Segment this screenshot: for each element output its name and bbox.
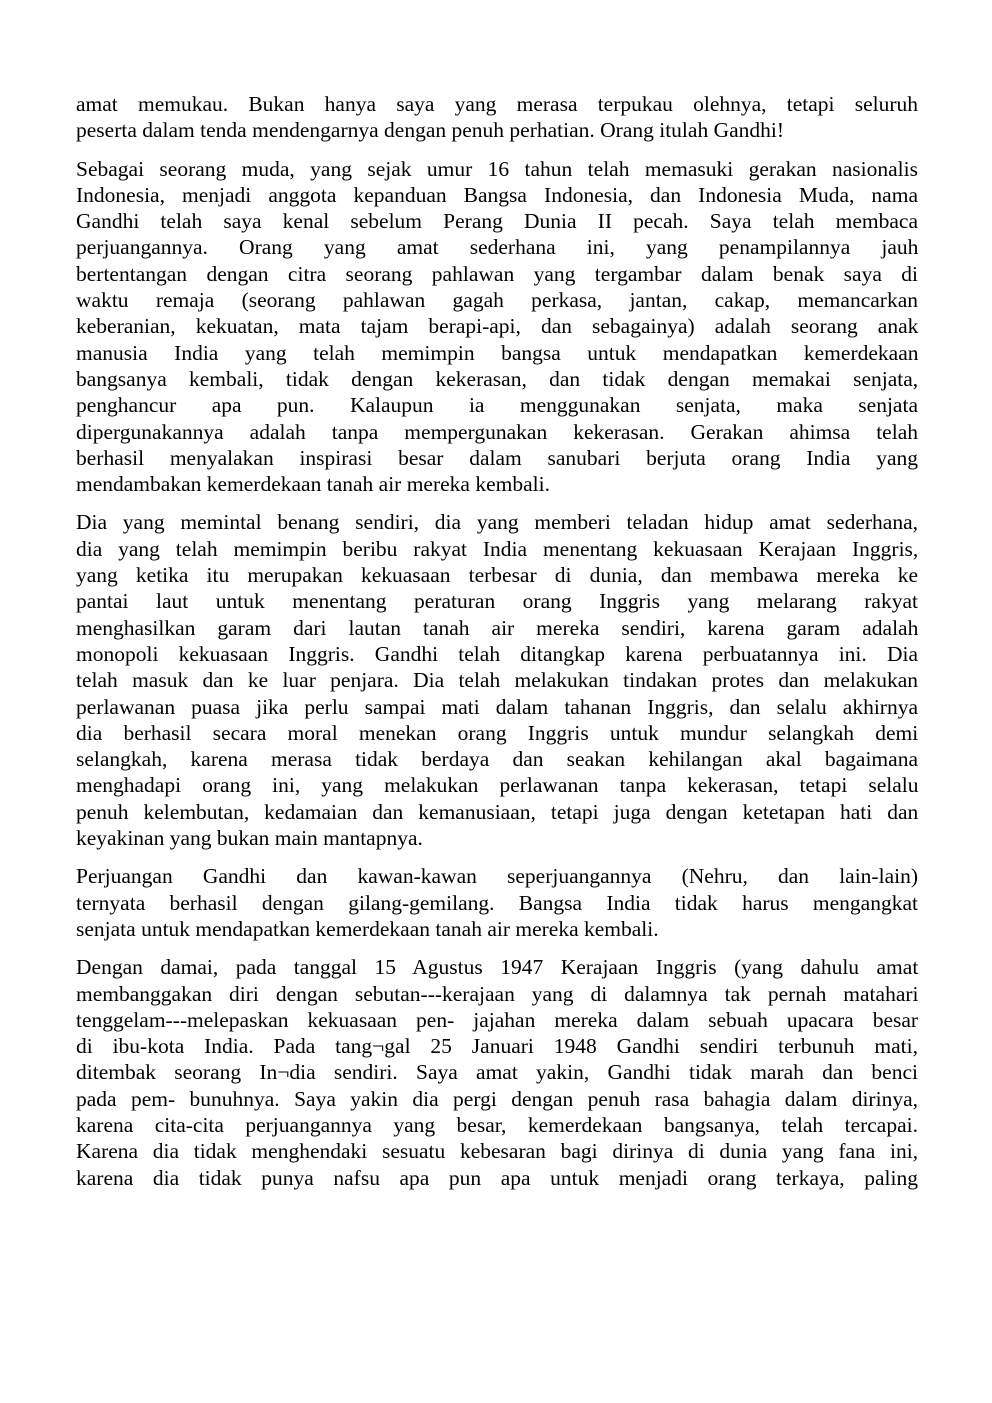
text-line: Dengan damai, pada tanggal 15 Agustus 1947 Kerajaan Inggris (yang dahulu amat [76, 955, 919, 980]
text-line: bertentangan dengan citra seorang pahlawan yang tergambar dalam benak saya di [76, 261, 918, 286]
text-line: tenggelam---melepaskan kekuasaan pen- jajahan mereka dalam sebuah upacara besar [76, 1007, 919, 1032]
text-line: monopoli kekuasaan Inggris. Gandhi telah ditangkap karena perbuatannya ini. Dia [76, 641, 918, 666]
text-line: menghasilkan garam dari lautan tanah air mereka sendiri, karena garam adalah [76, 615, 919, 640]
paragraph [76, 509, 918, 851]
text-line: Dia yang memintal benang sendiri, dia yang memberi teladan hidup amat sederhana, [76, 510, 918, 535]
text-line: di ibu-kota India. Pada tang¬gal 25 Januari 1948 Gandhi sendiri terbunuh mati, [76, 1034, 918, 1059]
text-line: keyakinan yang bukan main mantapnya. [76, 826, 423, 851]
text-line: dipergunakannya adalah tanpa mempergunakan kekerasan. Gerakan ahimsa telah [76, 419, 918, 444]
text-line: Karena dia tidak menghendaki sesuatu kebesaran bagi dirinya di dunia yang fana ini, [76, 1139, 919, 1164]
text-line: senjata untuk mendapatkan kemerdekaan tanah air mereka kembali. [76, 916, 659, 941]
text-line: pantai laut untuk menentang peraturan orang Inggris yang melarang rakyat [76, 589, 918, 614]
paragraph [76, 863, 918, 942]
text-line: karena cita-cita perjuangannya yang besar, kemerdekaan bangsanya, telah tercapai. [76, 1112, 918, 1137]
text-line: penuh kelembutan, kedamaian dan kemanusiaan, tetapi juga dengan ketetapan hati dan [76, 799, 919, 824]
text-line: perlawanan puasa jika perlu sampai mati dalam tahanan Inggris, dan selalu akhirnya [76, 694, 918, 719]
text-line: mendambakan kemerdekaan tanah air mereka kembali. [76, 472, 550, 497]
text-line: yang ketika itu merupakan kekuasaan terbesar di dunia, dan membawa mereka ke [76, 563, 919, 588]
text-line: ditembak seorang In¬dia sendiri. Saya amat yakin, Gandhi tidak marah dan benci [76, 1060, 918, 1085]
text-line: Gandhi telah saya kenal sebelum Perang Dunia II pecah. Saya telah membaca [76, 209, 918, 234]
text-line: menghadapi orang ini, yang melakukan perlawanan tanpa kekerasan, tetapi selalu [76, 773, 919, 798]
text-line: dia yang telah memimpin beribu rakyat India menentang kekuasaan Kerajaan Inggris, [76, 536, 919, 561]
text-line: membanggakan diri dengan sebutan---kerajaan yang di dalamnya tak pernah matahari [76, 981, 919, 1006]
text-line: karena dia tidak punya nafsu apa pun apa untuk menjadi orang terkaya, paling [76, 1165, 918, 1190]
text-line: waktu remaja (seorang pahlawan gagah perkasa, jantan, cakap, memancarkan [76, 288, 918, 313]
text-line: berhasil menyalakan inspirasi besar dalam sanubari berjuta orang India yang [76, 445, 918, 470]
text-line: Perjuangan Gandhi dan kawan-kawan seperjuangannya (Nehru, dan lain-lain) [76, 864, 918, 889]
text-line: telah masuk dan ke luar penjara. Dia telah melakukan tindakan protes dan melakukan [76, 668, 918, 693]
text-line: keberanian, kekuatan, mata tajam berapi-api, dan sebagainya) adalah seorang anak [76, 314, 919, 339]
text-line: bangsanya kembali, tidak dengan kekerasan, dan tidak dengan memakai senjata, [76, 366, 919, 391]
text-line: ternyata berhasil dengan gilang-gemilang. Bangsa India tidak harus mengangkat [76, 890, 918, 915]
text-line: Indonesia, menjadi anggota kepanduan Bangsa Indonesia, dan Indonesia Muda, nama [76, 182, 918, 207]
text-line: peserta dalam tenda mendengarnya dengan penuh perhatian. Orang itulah Gandhi! [76, 118, 785, 143]
text-line: Sebagai seorang muda, yang sejak umur 16 tahun telah memasuki gerakan nasionalis [76, 156, 918, 181]
text-line: manusia India yang telah memimpin bangsa untuk mendapatkan kemerdekaan [76, 340, 919, 365]
text-line: pada pem- bunuhnya. Saya yakin dia pergi dengan penuh rasa bahagia dalam dirinya, [76, 1086, 918, 1111]
paragraph [76, 156, 918, 498]
paragraph [76, 954, 918, 1191]
text-line: amat memukau. Bukan hanya saya yang merasa terpukau olehnya, tetapi seluruh [76, 92, 918, 116]
text-line: penghancur apa pun. Kalaupun ia menggunakan senjata, maka senjata [76, 393, 918, 418]
text-line: dia berhasil secara moral menekan orang Inggris untuk mundur selangkah demi [76, 720, 919, 745]
text-line: perjuangannya. Orang yang amat sederhana ini, yang penampilannya jauh [76, 235, 919, 260]
paragraph [76, 91, 918, 144]
document-page [76, 91, 918, 1203]
text-line: selangkah, karena merasa tidak berdaya dan seakan kehilangan akal bagaimana [76, 747, 918, 772]
